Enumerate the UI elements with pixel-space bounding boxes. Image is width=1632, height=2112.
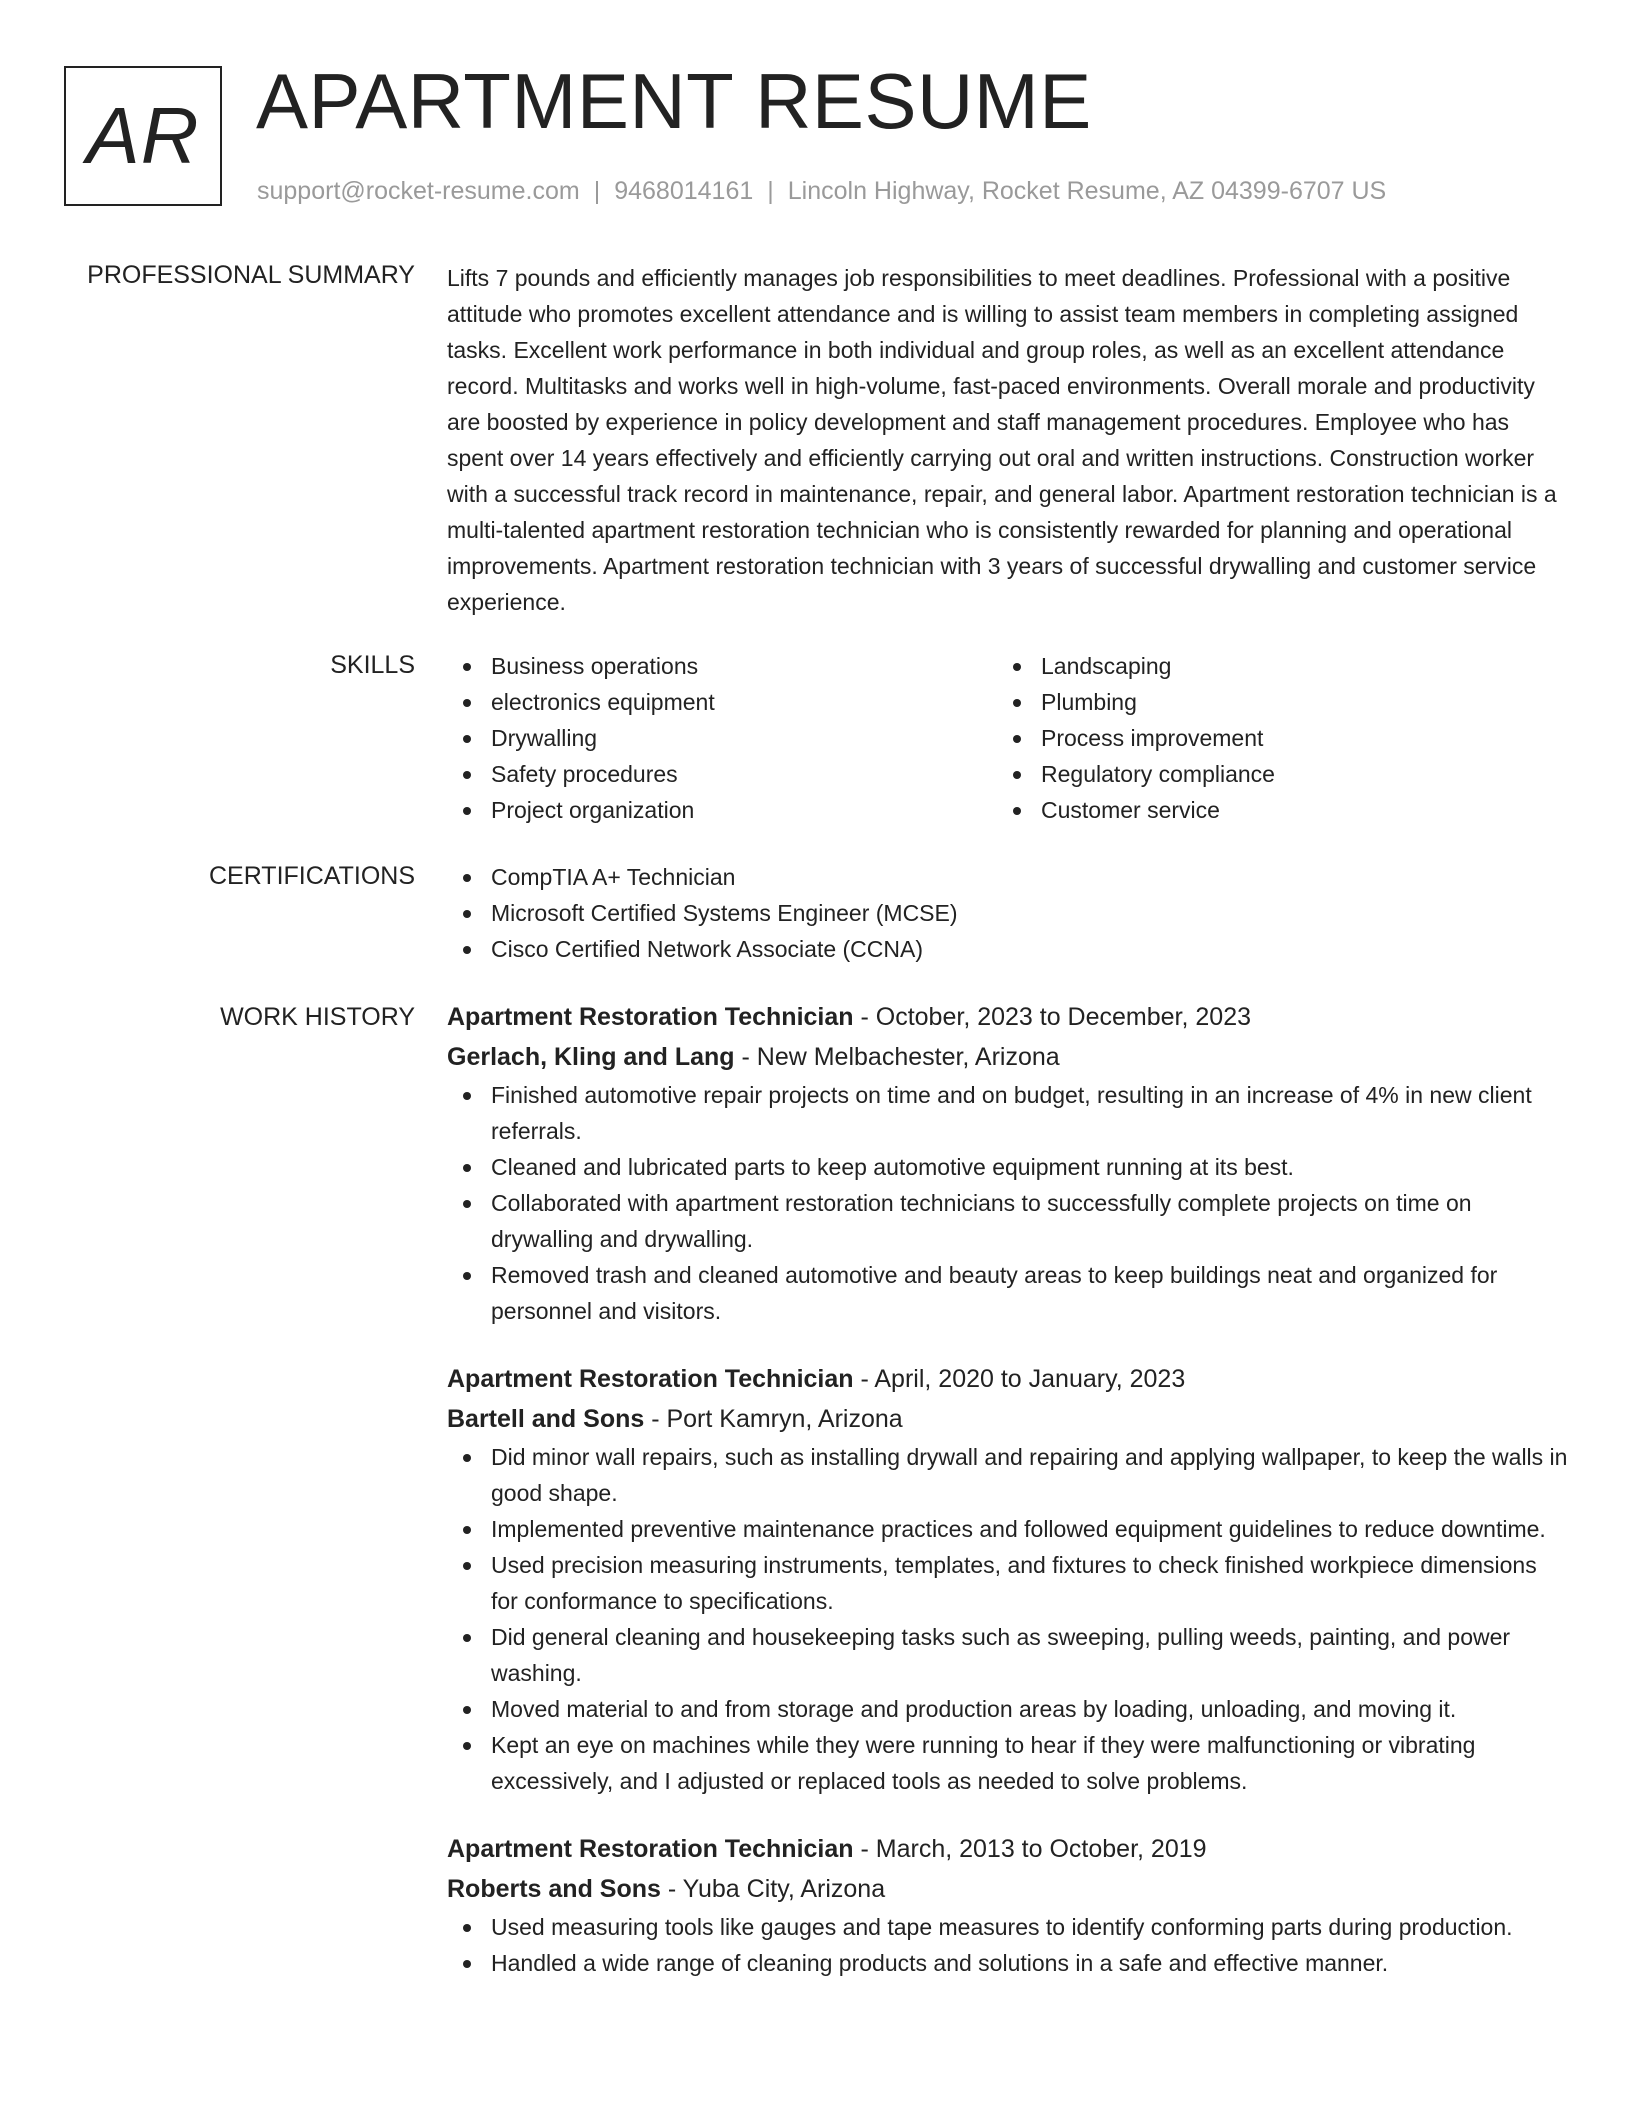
monogram-logo: AR (64, 66, 222, 206)
job-dates: - April, 2020 to January, 2023 (853, 1365, 1186, 1393)
job-duty-item (447, 1691, 1569, 1727)
job-entry (447, 997, 1569, 1329)
contact-phone[interactable]: 9468014161 (614, 177, 754, 205)
job-entry (447, 1829, 1569, 1981)
job-duty-item (447, 1511, 1569, 1547)
bullet-dot-icon (463, 663, 471, 671)
job-duty-item (447, 1439, 1569, 1511)
bullet-dot-icon (463, 1706, 471, 1714)
bullet-dot-icon (463, 1960, 471, 1968)
skill-item-text: Plumbing (1041, 689, 1137, 715)
job-entry (447, 1359, 1569, 1799)
job-duty-item-text: Removed trash and cleaned automotive and beauty areas to keep buildings neat and organized for personnel and visitors. (491, 1262, 1498, 1324)
job-duty-item (447, 1945, 1569, 1981)
job-location: - Yuba City, Arizona (660, 1875, 886, 1903)
job-company-line (447, 1399, 1569, 1439)
certification-item-text: Microsoft Certified Systems Engineer (MCSE) (491, 900, 958, 926)
bullet-dot-icon (463, 1526, 471, 1534)
bullet-dot-icon (463, 1454, 471, 1462)
job-title: Apartment Restoration Technician (447, 1003, 854, 1031)
skill-item (447, 648, 997, 684)
bullet-dot-icon (463, 807, 471, 815)
skill-item (997, 756, 1547, 792)
bullet-dot-icon (463, 1634, 471, 1642)
skills-body (447, 648, 1569, 828)
section-heading-work-history: WORK HISTORY (220, 1003, 415, 1031)
skill-item-text: Customer service (1041, 797, 1220, 823)
bullet-dot-icon (463, 735, 471, 743)
bullet-dot-icon (463, 1200, 471, 1208)
skill-item (997, 648, 1547, 684)
job-duty-item (447, 1185, 1569, 1257)
job-dates: - March, 2013 to October, 2019 (853, 1835, 1207, 1863)
job-title: Apartment Restoration Technician (447, 1835, 854, 1863)
job-duties-list (447, 1077, 1569, 1329)
bullet-dot-icon (463, 946, 471, 954)
skill-item (997, 684, 1547, 720)
job-company: Gerlach, Kling and Lang (447, 1043, 735, 1071)
section-heading-certifications: CERTIFICATIONS (208, 862, 415, 890)
bullet-dot-icon (1013, 807, 1021, 815)
job-duty-item (447, 1909, 1569, 1945)
job-duty-item-text: Collaborated with apartment restoration technicians to successfully complete projects on time on drywalling and drywalling. (491, 1190, 1472, 1252)
skill-item-text: Drywalling (491, 725, 598, 751)
work-history-body (447, 997, 1569, 2011)
job-duty-item (447, 1257, 1569, 1329)
skill-item-text: Safety procedures (491, 761, 678, 787)
skill-item (997, 792, 1547, 828)
skill-item (447, 720, 997, 756)
skill-item-text: electronics equipment (491, 689, 715, 715)
job-location: - Port Kamryn, Arizona (644, 1405, 903, 1433)
job-duty-item (447, 1727, 1569, 1799)
bullet-dot-icon (463, 874, 471, 882)
bullet-dot-icon (463, 771, 471, 779)
job-duty-item-text: Used precision measuring instruments, templates, and fixtures to check finished workpiece dimensions for conformance to specifications. (491, 1552, 1537, 1614)
job-company-line (447, 1869, 1569, 1909)
certification-item-text: Cisco Certified Network Associate (CCNA) (491, 936, 924, 962)
job-duty-item-text: Did minor wall repairs, such as installing drywall and repairing and applying wallpaper, to keep the walls in good shape. (491, 1444, 1568, 1506)
contact-email[interactable]: support@rocket-resume.com (257, 177, 580, 205)
skill-item-text: Project organization (491, 797, 695, 823)
job-duty-item-text: Did general cleaning and housekeeping tasks such as sweeping, pulling weeds, painting, and power washing. (491, 1624, 1511, 1686)
job-company: Bartell and Sons (447, 1405, 645, 1433)
skill-item-text: Business operations (491, 653, 699, 679)
certification-item-text: CompTIA A+ Technician (491, 864, 736, 890)
bullet-dot-icon (463, 1742, 471, 1750)
skill-item-text: Process improvement (1041, 725, 1264, 751)
bullet-dot-icon (463, 1562, 471, 1570)
skill-item-text: Regulatory compliance (1041, 761, 1275, 787)
bullet-dot-icon (463, 1164, 471, 1172)
certification-item (447, 931, 1569, 967)
job-location: - New Melbachester, Arizona (734, 1043, 1060, 1071)
job-duty-item-text: Implemented preventive maintenance practices and followed equipment guidelines to reduce downtime. (491, 1516, 1546, 1542)
job-dates: - October, 2023 to December, 2023 (853, 1003, 1252, 1031)
section-heading-skills: SKILLS (330, 651, 415, 679)
job-duty-item-text: Finished automotive repair projects on time and on budget, resulting in an increase of 4% in new client referrals. (491, 1082, 1532, 1144)
skill-item-text: Landscaping (1041, 653, 1172, 679)
skill-item (447, 684, 997, 720)
bullet-dot-icon (463, 699, 471, 707)
job-duty-item (447, 1547, 1569, 1619)
job-duty-item-text: Cleaned and lubricated parts to keep automotive equipment running at its best. (491, 1154, 1294, 1180)
job-company: Roberts and Sons (447, 1875, 661, 1903)
contact-address: Lincoln Highway, Rocket Resume, AZ 04399-6707 US (787, 177, 1387, 205)
job-title: Apartment Restoration Technician (447, 1365, 854, 1393)
skills-column-right (997, 648, 1547, 828)
contact-line (257, 174, 1386, 208)
bullet-dot-icon (1013, 663, 1021, 671)
certifications-list (447, 859, 1569, 967)
certifications-body (447, 859, 1569, 967)
job-duty-item (447, 1149, 1569, 1185)
skills-grid (447, 648, 1569, 828)
certification-item (447, 895, 1569, 931)
job-duty-item (447, 1077, 1569, 1149)
job-title-line (447, 1829, 1569, 1869)
bullet-dot-icon (1013, 771, 1021, 779)
bullet-dot-icon (463, 910, 471, 918)
job-duties-list (447, 1439, 1569, 1799)
job-duties-list (447, 1909, 1569, 1981)
skills-column-left (447, 648, 997, 828)
job-duty-item-text: Moved material to and from storage and production areas by loading, unloading, and moving it. (491, 1696, 1457, 1722)
bullet-dot-icon (1013, 699, 1021, 707)
page-title: APARTMENT RESUME (256, 57, 1092, 145)
contact-separator: | (593, 177, 601, 205)
job-duty-item-text: Used measuring tools like gauges and tape measures to identify conforming parts during production. (491, 1914, 1513, 1940)
skill-item (447, 792, 997, 828)
certification-item (447, 859, 1569, 895)
bullet-dot-icon (463, 1272, 471, 1280)
section-heading-summary: PROFESSIONAL SUMMARY (87, 261, 415, 289)
summary-text: Lifts 7 pounds and efficiently manages job responsibilities to meet deadlines. Professional with a positive attitude who promotes excellent attendance and is willing to assist team members in completing assigned tasks. Excellent work performance in both individual and group roles, as well as an excellent attendance record. Multitasks and works well in high-volume, fast-paced environments. Overall morale and productivity are boosted by experience in policy development and staff management procedures. Employee who has spent over 14 years effectively and efficiently carrying out oral and written instructions. Construction worker with a successful track record in maintenance, repair, and general labor. Apartment restoration technician is a multi-talented apartment restoration technician who is consistently rewarded for planning and operational improvements. Apartment restoration technician with 3 years of successful drywalling and customer service experience. (447, 265, 1557, 615)
skill-item (997, 720, 1547, 756)
skill-item (447, 756, 997, 792)
job-duty-item-text: Handled a wide range of cleaning products and solutions in a safe and effective manner. (491, 1950, 1389, 1976)
job-company-line (447, 1037, 1569, 1077)
job-duty-item (447, 1619, 1569, 1691)
job-duty-item-text: Kept an eye on machines while they were running to hear if they were malfunctioning or vibrating excessively, and I adjusted or replaced tools as needed to solve problems. (491, 1732, 1476, 1794)
job-title-line (447, 997, 1569, 1037)
bullet-dot-icon (463, 1924, 471, 1932)
bullet-dot-icon (1013, 735, 1021, 743)
summary-body (447, 260, 1569, 620)
bullet-dot-icon (463, 1092, 471, 1100)
job-title-line (447, 1359, 1569, 1399)
contact-separator: | (767, 177, 774, 205)
